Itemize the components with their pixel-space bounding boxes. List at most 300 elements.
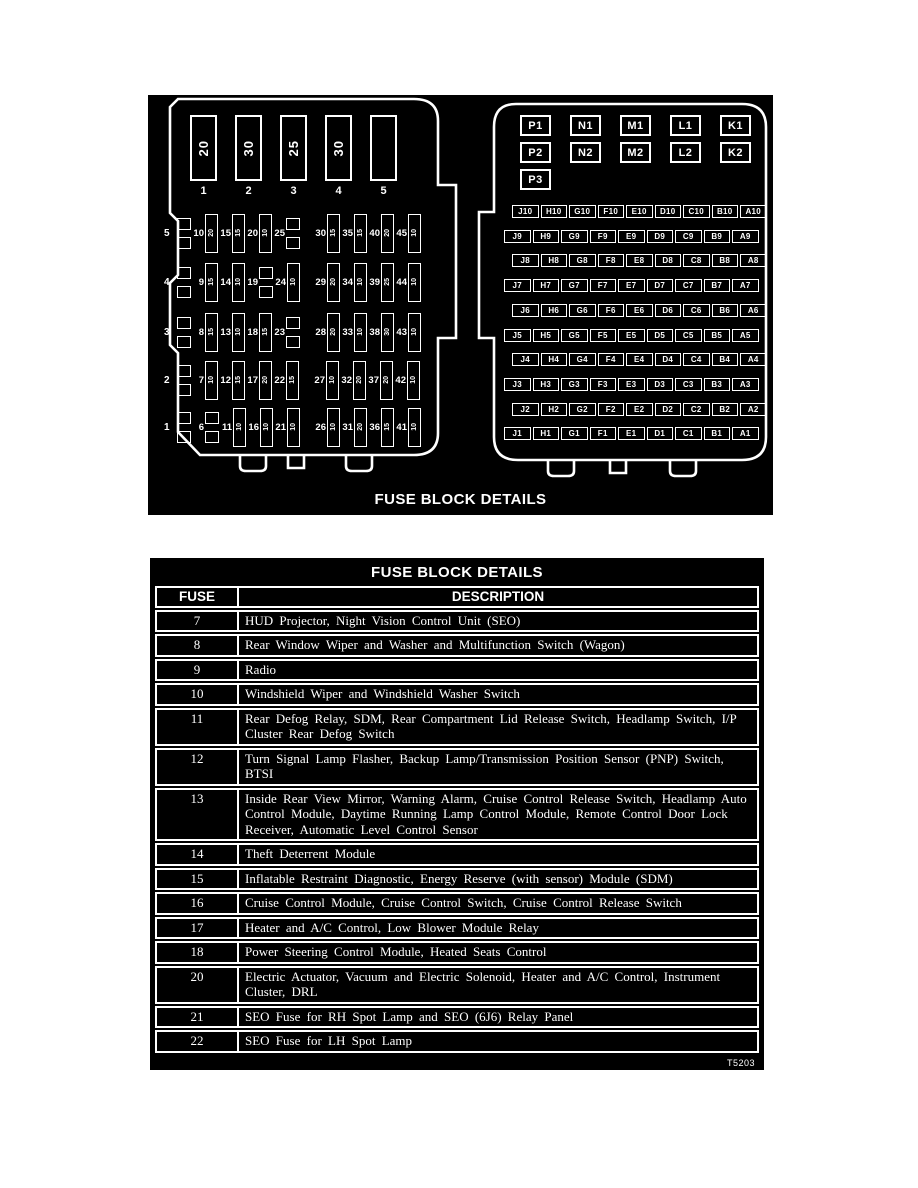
cavity-square	[177, 317, 191, 329]
cavity-c7: C7	[675, 279, 702, 292]
cavity-g2: G2	[569, 403, 596, 416]
fuse-number-cell: 15	[157, 870, 239, 889]
cavity-e4: E4	[626, 353, 653, 366]
cavity-h9: H9	[533, 230, 560, 243]
cavity-f6: F6	[598, 304, 625, 317]
fuse-position-label: 13	[220, 326, 231, 338]
cavity-a4: A4	[740, 353, 767, 366]
fuse-position-label: 29	[315, 276, 326, 288]
fuse-cell	[395, 313, 421, 352]
cavity-d5: D5	[647, 329, 674, 342]
table-row	[155, 1030, 759, 1053]
cavity-d2: D2	[655, 403, 682, 416]
fuse-description-cell: Electric Actuator, Vacuum and Electric Solenoid, Heater and A/C Control, Instrument Cluster, DRL	[245, 968, 721, 999]
maxi-fuse-body	[370, 115, 397, 181]
cavity-e1: E1	[618, 427, 645, 440]
maxi-fuse-body	[235, 115, 262, 181]
fuse-description-cell: Radio	[245, 661, 277, 677]
mini-fuse-amp: 20	[384, 229, 391, 237]
cavity-c2: C2	[683, 403, 710, 416]
mini-fuse-amp: 10	[411, 328, 418, 336]
cavity-h8: H8	[541, 254, 568, 267]
fuse-description-cell: Theft Deterrent Module	[245, 846, 376, 861]
cavity-a10: A10	[740, 205, 767, 218]
cavity-pair	[177, 267, 191, 298]
fuse-cell	[368, 313, 394, 352]
cavity-row-8	[512, 254, 767, 267]
table-row	[155, 868, 759, 891]
cavity-f4: F4	[598, 353, 625, 366]
fuse-position-label: 9	[198, 276, 204, 288]
cavity-e5: E5	[618, 329, 645, 342]
mini-fuse-amp: 10	[357, 328, 364, 336]
mini-fuse-body	[381, 214, 394, 253]
cavity-j8: J8	[512, 254, 539, 267]
mini-row-number: 3	[164, 326, 170, 338]
fuse-position-label: 25	[274, 227, 285, 239]
fuse-number-cell: 9	[157, 661, 239, 680]
cavity-d1: D1	[647, 427, 674, 440]
cavity-g7: G7	[561, 279, 588, 292]
mini-fuse-amp: 10	[262, 229, 269, 237]
cavity-e6: E6	[626, 304, 653, 317]
fuse-position-label: 8	[198, 326, 204, 338]
cavity-pair	[259, 267, 273, 298]
cavity-square	[286, 237, 300, 249]
relay-m1: M1	[620, 115, 651, 136]
mini-fuse-amp: 10	[357, 278, 364, 286]
mini-fuse-row-2	[164, 358, 421, 402]
cavity-g9: G9	[561, 230, 588, 243]
relay-p3: P3	[520, 169, 551, 190]
cavity-h6: H6	[541, 304, 568, 317]
mini-fuse-amp: 15	[330, 229, 337, 237]
table-row	[155, 917, 759, 940]
cavity-e8: E8	[626, 254, 653, 267]
fuse-cell	[395, 263, 421, 302]
cavity-h10: H10	[541, 205, 568, 218]
fuse-cell	[273, 317, 300, 348]
mini-fuse-body	[408, 214, 421, 253]
maxi-fuse-slot	[370, 115, 397, 197]
table-row	[155, 748, 759, 786]
fuse-cell	[246, 313, 272, 352]
cavity-b10: B10	[712, 205, 739, 218]
maxi-fuse-position: 3	[290, 185, 297, 197]
mini-fuse-body	[381, 408, 394, 447]
mini-fuse-body	[232, 361, 245, 400]
table-row	[155, 683, 759, 706]
fuse-number-cell: 14	[157, 845, 239, 864]
table-row	[155, 788, 759, 842]
cavity-d4: D4	[655, 353, 682, 366]
column-header-fuse: FUSE	[157, 588, 239, 606]
fuse-number-cell: 21	[157, 1008, 239, 1027]
cavity-f1: F1	[590, 427, 617, 440]
cavity-j7: J7	[504, 279, 531, 292]
relay-p2: P2	[520, 142, 551, 163]
cavity-square	[177, 365, 191, 377]
maxi-fuse-amp: 25	[286, 139, 301, 157]
mini-fuse-body	[354, 263, 367, 302]
fuse-position-label: 30	[315, 227, 326, 239]
mini-fuse-body	[205, 313, 218, 352]
cavity-a5: A5	[732, 329, 759, 342]
fuse-cell	[246, 267, 273, 298]
fuse-cell	[368, 214, 394, 253]
maxi-fuse-row	[190, 115, 397, 197]
fuse-description-cell: Power Steering Control Module, Heated Seats Control	[245, 944, 547, 959]
cavity-e7: E7	[618, 279, 645, 292]
mini-fuse-body	[259, 214, 272, 253]
cavity-row-7	[504, 279, 759, 292]
cavity-square	[177, 237, 191, 249]
fuse-number-cell: 18	[157, 943, 239, 962]
mini-fuse-amp: 10	[263, 423, 270, 431]
cavity-b4: B4	[712, 353, 739, 366]
cavity-pair	[177, 218, 191, 249]
fuse-position-label: 14	[220, 276, 231, 288]
fuse-position-label: 15	[220, 227, 231, 239]
table-row	[155, 1006, 759, 1029]
maxi-fuse-position: 4	[335, 185, 342, 197]
cavity-b2: B2	[712, 403, 739, 416]
fuse-position-label: 44	[396, 276, 407, 288]
mini-fuse-body	[353, 361, 366, 400]
cavity-b7: B7	[704, 279, 731, 292]
mini-fuse-body	[327, 263, 340, 302]
mini-fuse-body	[259, 361, 272, 400]
cavity-square	[177, 431, 191, 443]
cavity-c6: C6	[683, 304, 710, 317]
mini-fuse-row-4	[164, 260, 422, 304]
fuse-description-cell: Windshield Wiper and Windshield Washer Switch	[245, 686, 520, 701]
cavity-square	[177, 267, 191, 279]
mini-fuse-amp: 15	[384, 423, 391, 431]
cavity-row-1	[504, 427, 759, 440]
fuse-description-cell: Inside Rear View Mirror, Warning Alarm, Cruise Control Release Switch, Headlamp Auto Control Module, Daytime Running Lamp Control Module, Remote Control Door Lock Receiver, Automatic Level Control Sensor	[245, 790, 747, 837]
fuse-number-cell: 16	[157, 894, 239, 913]
fuse-position-label: 24	[275, 276, 286, 288]
relay-row-2	[520, 142, 751, 163]
mini-fuse-body	[232, 263, 245, 302]
fuse-cell	[341, 263, 367, 302]
cavity-square	[286, 317, 300, 329]
cavity-j10: J10	[512, 205, 539, 218]
mini-fuse-amp: 10	[235, 278, 242, 286]
cavity-square	[177, 286, 191, 298]
column-header-description: DESCRIPTION	[451, 589, 545, 604]
cavity-b5: B5	[704, 329, 731, 342]
fuse-cell	[394, 361, 420, 400]
fuse-cell	[341, 313, 367, 352]
mini-row-number: 4	[164, 276, 170, 288]
fuse-number-cell: 22	[157, 1032, 239, 1051]
mini-fuse-amp: 10	[411, 229, 418, 237]
maxi-fuse-amp: 30	[331, 139, 346, 157]
cavity-row-3	[504, 378, 759, 391]
fuse-description-cell: Inflatable Restraint Diagnostic, Energy Reserve (with sensor) Module (SDM)	[245, 870, 673, 886]
fuse-number-cell: 12	[157, 750, 239, 784]
fuse-position-label: 18	[247, 326, 258, 338]
fuse-description-cell: Heater and A/C Control, Low Blower Module Relay	[245, 919, 539, 935]
cavity-f8: F8	[598, 254, 625, 267]
maxi-fuse-amp: 30	[241, 139, 256, 157]
fuse-description-cell: Rear Defog Relay, SDM, Rear Compartment Lid Release Switch, Headlamp Switch, I/P Cluster Rear Defog Switch	[245, 710, 737, 741]
fuse-block-diagram	[148, 95, 773, 515]
mini-fuse-amp: 10	[410, 376, 417, 384]
fuse-cell	[246, 214, 272, 253]
fuse-cell	[177, 267, 191, 298]
cavity-a7: A7	[732, 279, 759, 292]
fuse-cell	[177, 412, 191, 443]
fuse-cell	[395, 408, 421, 447]
fuse-position-label: 21	[275, 421, 286, 433]
fuse-position-label: 32	[341, 374, 352, 386]
maxi-fuse-slot	[280, 115, 307, 197]
fuse-cell	[368, 263, 394, 302]
fuse-cell	[368, 408, 394, 447]
cavity-f7: F7	[590, 279, 617, 292]
table-header-row	[155, 586, 759, 608]
fuse-cell	[341, 214, 367, 253]
relay-k1: K1	[720, 115, 751, 136]
cavity-square	[286, 218, 300, 230]
cavity-b9: B9	[704, 230, 731, 243]
fuse-table	[150, 558, 764, 1070]
fuse-position-label: 19	[247, 276, 258, 288]
fuse-cell	[341, 408, 367, 447]
mini-fuse-row-3	[164, 310, 422, 354]
mini-fuse-body	[408, 408, 421, 447]
fuse-position-label: 28	[315, 326, 326, 338]
cavity-square	[205, 412, 219, 424]
cavity-row-10	[512, 205, 767, 218]
cavity-pair	[286, 317, 300, 348]
table-row	[155, 659, 759, 682]
cavity-h2: H2	[541, 403, 568, 416]
cavity-pair	[177, 317, 191, 348]
cavity-square	[177, 384, 191, 396]
mini-fuse-body	[260, 408, 273, 447]
relay-n2: N2	[570, 142, 601, 163]
maxi-fuse-amp: 20	[196, 139, 211, 157]
cavity-e3: E3	[618, 378, 645, 391]
mini-fuse-body	[326, 361, 339, 400]
cavity-d10: D10	[655, 205, 682, 218]
fuse-cell	[219, 214, 245, 253]
cavity-a1: A1	[732, 427, 759, 440]
maxi-fuse-body	[280, 115, 307, 181]
cavity-c1: C1	[675, 427, 702, 440]
mini-fuse-body	[407, 361, 420, 400]
mini-fuse-amp: 20	[208, 229, 215, 237]
mini-fuse-amp: 30	[384, 328, 391, 336]
relay-p1: P1	[520, 115, 551, 136]
cavity-c4: C4	[683, 353, 710, 366]
table-row	[155, 708, 759, 746]
cavity-f9: F9	[590, 230, 617, 243]
mini-row-number: 1	[164, 421, 170, 433]
fuse-description-cell: Turn Signal Lamp Flasher, Backup Lamp/Transmission Position Sensor (PNP) Switch, BTSI	[245, 750, 724, 781]
mini-fuse-amp: 20	[330, 278, 337, 286]
fuse-position-label: 38	[369, 326, 380, 338]
cavity-pair	[177, 365, 191, 396]
cavity-h4: H4	[541, 353, 568, 366]
cavity-h7: H7	[533, 279, 560, 292]
mini-fuse-amp: 15	[208, 328, 215, 336]
cavity-g8: G8	[569, 254, 596, 267]
cavity-row-9	[504, 230, 759, 243]
mini-fuse-body	[232, 313, 245, 352]
fuse-number-cell: 20	[157, 968, 239, 1002]
mini-fuse-amp: 10	[411, 423, 418, 431]
cavity-f5: F5	[590, 329, 617, 342]
mini-fuse-body	[233, 408, 246, 447]
mini-fuse-body	[259, 313, 272, 352]
cavity-square	[177, 412, 191, 424]
mini-fuse-amp: 10	[290, 278, 297, 286]
cavity-g6: G6	[569, 304, 596, 317]
cavity-d7: D7	[647, 279, 674, 292]
cavity-pair	[286, 218, 300, 249]
relay-n1: N1	[570, 115, 601, 136]
cavity-j3: J3	[504, 378, 531, 391]
mini-fuse-amp: 15	[208, 278, 215, 286]
fuse-cell	[219, 263, 245, 302]
fuse-cell	[340, 361, 366, 400]
cavity-d8: D8	[655, 254, 682, 267]
fuse-cell	[192, 214, 218, 253]
fuse-position-label: 26	[315, 421, 326, 433]
cavity-b1: B1	[704, 427, 731, 440]
fuse-position-label: 37	[368, 374, 379, 386]
cavity-a9: A9	[732, 230, 759, 243]
mini-fuse-amp: 15	[235, 229, 242, 237]
table-row	[155, 966, 759, 1004]
mini-fuse-body	[408, 313, 421, 352]
cavity-g10: G10	[569, 205, 596, 218]
maxi-fuse-body	[325, 115, 352, 181]
cavity-g4: G4	[569, 353, 596, 366]
cavity-square	[259, 267, 273, 279]
table-row	[155, 892, 759, 915]
cavity-g1: G1	[561, 427, 588, 440]
fuse-description-cell: HUD Projector, Night Vision Control Unit (SEO)	[245, 612, 521, 628]
fuse-number-cell: 10	[157, 685, 239, 704]
cavity-square	[177, 336, 191, 348]
fuse-position-label: 12	[220, 374, 231, 386]
cavity-c10: C10	[683, 205, 710, 218]
mini-fuse-body	[354, 408, 367, 447]
cavity-row-4	[512, 353, 767, 366]
fuse-position-label: 31	[342, 421, 353, 433]
mini-fuse-amp: 10	[330, 423, 337, 431]
cavity-c3: C3	[675, 378, 702, 391]
maxi-fuse-position: 2	[245, 185, 252, 197]
cavity-pair	[177, 412, 191, 443]
cavity-j1: J1	[504, 427, 531, 440]
relay-l2: L2	[670, 142, 701, 163]
cavity-row-5	[504, 329, 759, 342]
fuse-description-cell: SEO Fuse for LH Spot Lamp	[245, 1033, 413, 1048]
mini-fuse-body	[327, 313, 340, 352]
mini-fuse-body	[380, 361, 393, 400]
fuse-number-cell: 17	[157, 919, 239, 938]
fuse-cell	[192, 412, 219, 443]
fuse-position-label: 33	[342, 326, 353, 338]
maxi-fuse-slot	[235, 115, 262, 197]
fuse-cell	[192, 263, 218, 302]
fuse-cell	[313, 361, 339, 400]
fuse-description-cell: Rear Window Wiper and Washer and Multifunction Switch (Wagon)	[245, 637, 625, 652]
mini-fuse-amp: 20	[357, 423, 364, 431]
cavity-square	[205, 431, 219, 443]
fuse-cell	[219, 361, 245, 400]
cavity-j9: J9	[504, 230, 531, 243]
cavity-f2: F2	[598, 403, 625, 416]
table-grid	[155, 586, 759, 1053]
cavity-e2: E2	[626, 403, 653, 416]
mini-fuse-amp: 10	[236, 423, 243, 431]
cavity-square	[177, 218, 191, 230]
fuse-position-label: 45	[396, 227, 407, 239]
fuse-position-label: 43	[396, 326, 407, 338]
fuse-position-label: 22	[274, 374, 285, 386]
cavity-square	[259, 286, 273, 298]
cavity-c9: C9	[675, 230, 702, 243]
cavity-square	[286, 336, 300, 348]
fuse-cell	[274, 408, 300, 447]
mini-fuse-amp: 20	[330, 328, 337, 336]
cavity-a6: A6	[740, 304, 767, 317]
cavity-a8: A8	[740, 254, 767, 267]
fuse-cell	[314, 408, 340, 447]
fuse-position-label: 27	[314, 374, 325, 386]
cavity-g3: G3	[561, 378, 588, 391]
relay-k2: K2	[720, 142, 751, 163]
fuse-cell	[192, 313, 218, 352]
fuse-position-label: 7	[198, 374, 204, 386]
cavity-j5: J5	[504, 329, 531, 342]
fuse-position-label: 11	[221, 421, 232, 433]
mini-fuse-amp: 15	[289, 376, 296, 384]
fuse-number-cell: 11	[157, 710, 239, 744]
fuse-cell	[177, 218, 191, 249]
mini-fuse-amp: 10	[329, 376, 336, 384]
cavity-h5: H5	[533, 329, 560, 342]
fuse-position-label: 17	[247, 374, 258, 386]
cavity-j6: J6	[512, 304, 539, 317]
fuse-number-cell: 8	[157, 636, 239, 655]
cavity-b8: B8	[712, 254, 739, 267]
cavity-d3: D3	[647, 378, 674, 391]
fuse-number-cell: 13	[157, 790, 239, 840]
mini-fuse-body	[205, 263, 218, 302]
maxi-fuse-position: 1	[200, 185, 207, 197]
mini-fuse-body	[287, 408, 300, 447]
fuse-cell	[367, 361, 393, 400]
fuse-cell	[395, 214, 421, 253]
cavity-h1: H1	[533, 427, 560, 440]
fuse-position-label: 41	[396, 421, 407, 433]
cavity-row-2	[512, 403, 767, 416]
mini-fuse-amp: 10	[208, 376, 215, 384]
fuse-position-label: 10	[193, 227, 204, 239]
fuse-cell	[273, 361, 299, 400]
mini-fuse-amp: 10	[235, 328, 242, 336]
cavity-j4: J4	[512, 353, 539, 366]
